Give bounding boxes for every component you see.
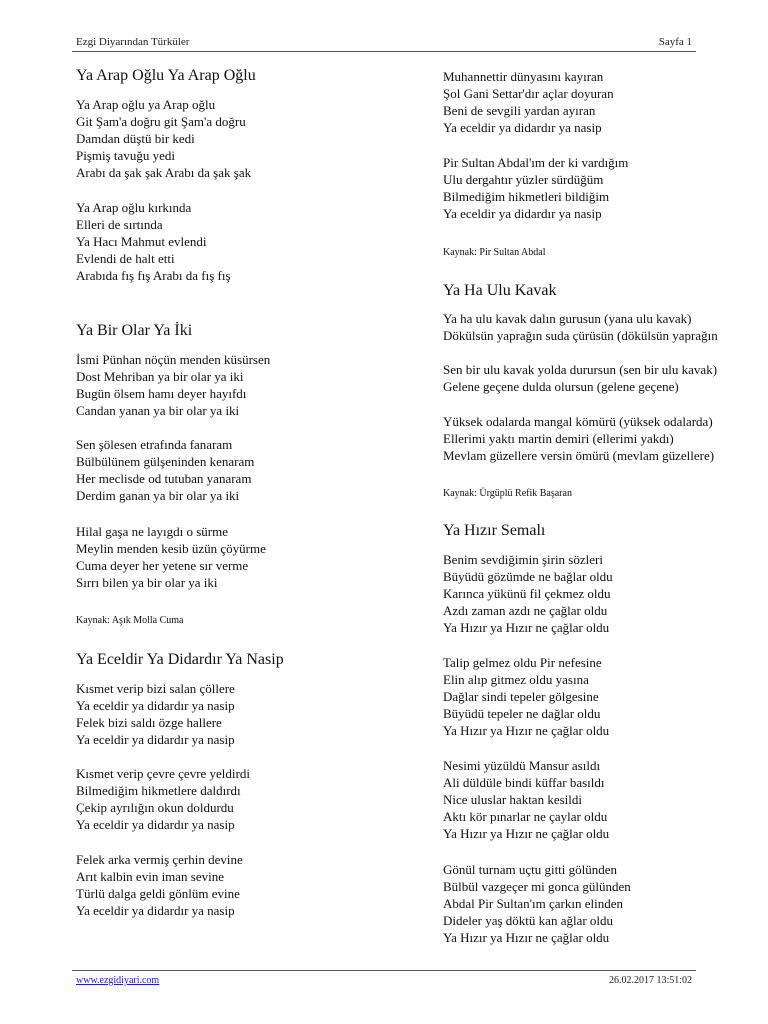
verse-line: Abdal Pir Sultan'ım çarkın elinden: [443, 896, 623, 912]
verse-line: Talip gelmez oldu Pir nefesine: [443, 655, 602, 670]
verse-line: Mevlam güzellere versin ömürü (mevlam güzellere): [443, 448, 715, 464]
verse-line: Bilmediğim hikmetleri bildiğim: [443, 189, 610, 205]
verse-line: Ya Hızır ya Hızır ne çağlar oldu: [443, 620, 610, 636]
verse-line: Cuma deyer her yetene sır verme: [76, 558, 249, 574]
stanza: [443, 413, 714, 464]
song-source: Kaynak: Pir Sultan Abdal: [443, 247, 546, 258]
verse-line: Azdı zaman azdı ne çağlar oldu: [443, 603, 608, 619]
verse-line: Şol Gani Settar'dır açlar doyuran: [443, 86, 614, 102]
verse-line: Ya eceldir ya didardır ya nasip: [76, 732, 235, 748]
document-header-title: Ezgi Diyarından Türküler: [76, 36, 190, 48]
verse-line: Ya Hacı Mahmut evlendi: [76, 234, 207, 250]
song-title: Ya Arap Oğlu Ya Arap Oğlu: [76, 67, 256, 84]
verse-line: Meylin menden kesib üzün çöyürme: [76, 541, 266, 557]
right-column: [443, 0, 768, 1024]
stanza: [443, 68, 614, 136]
verse-line: Sen şölesen etrafında fanaram: [76, 437, 233, 452]
verse-line: Bilmediğim hikmetlere daldırdı: [76, 783, 241, 799]
stanza: [76, 436, 254, 504]
print-timestamp: 26.02.2017 13:51:02: [608, 975, 692, 986]
verse-line: Damdan düştü bir kedi: [76, 131, 195, 147]
verse-line: Arabı da şak şak Arabı da şak şak: [76, 165, 252, 181]
verse-line: Ya eceldir ya didardır ya nasip: [76, 817, 235, 833]
stanza: [76, 96, 251, 181]
song-source: Kaynak: Ürgüplü Refik Başaran: [443, 488, 572, 499]
stanza: [443, 861, 631, 946]
verse-line: Çekip ayrılığın okun doldurdu: [76, 800, 234, 816]
verse-line: Benim sevdiğimin şirin sözleri: [443, 552, 603, 567]
verse-line: Karınca yükünü fil çekmez oldu: [443, 586, 611, 602]
verse-line: Sen bir ulu kavak yolda durursun (sen bir ulu kavak): [443, 362, 718, 377]
verse-line: Büyüdü gözümde ne bağlar oldu: [443, 569, 613, 585]
stanza: [443, 757, 609, 842]
verse-line: Her meclisde od tutuban yanaram: [76, 471, 252, 487]
verse-line: Büyüdü tepeler ne dağlar oldu: [443, 706, 601, 722]
song-title: Ya Hızır Semalı: [443, 522, 546, 539]
verse-line: Aktı kör pınarlar ne çaylar oldu: [443, 809, 608, 825]
verse-line: Ulu dergahtır yüzler sürdüğüm: [443, 172, 604, 188]
verse-line: Arabıda fış fış Arabı da fış fış: [76, 268, 231, 284]
verse-line: Pir Sultan Abdal'ım der ki vardığım: [443, 155, 629, 170]
verse-line: Kısmet verip çevre çevre yeldirdi: [76, 766, 250, 781]
verse-line: Yüksek odalarda mangal kömürü (yüksek odalarda): [443, 414, 713, 429]
footer-divider: [72, 970, 696, 971]
verse-line: Ya eceldir ya didardır ya nasip: [76, 903, 235, 919]
stanza: [443, 654, 609, 739]
page-number: Sayfa 1: [658, 36, 692, 48]
verse-line: Beni de sevgili yardan ayıran: [443, 103, 596, 119]
stanza: [443, 361, 717, 395]
verse-line: İsmi Pünhan nöçün menden küsürsen: [76, 352, 271, 367]
verse-line: Nesimi yüzüldü Mansur asıldı: [443, 758, 601, 773]
verse-line: Candan yanan ya bir olar ya iki: [76, 403, 240, 419]
verse-line: Dökülsün yaprağın suda çürüsün (dökülsün yaprağın: [443, 328, 718, 344]
verse-line: Ya eceldir ya didardır ya nasip: [443, 206, 602, 222]
stanza: [443, 551, 613, 636]
website-link[interactable]: www.ezgidiyari.com: [76, 975, 160, 986]
stanza: [76, 851, 243, 919]
verse-line: Türlü dalga geldi gönlüm evine: [76, 886, 240, 902]
verse-line: Sırrı bilen ya bir olar ya iki: [76, 575, 218, 591]
verse-line: Gönül turnam uçtu gitti gölünden: [443, 862, 618, 877]
verse-line: Nice uluslar haktan kesildi: [443, 792, 582, 808]
verse-line: Bülbül vazgeçer mi gonca gülünden: [443, 879, 631, 895]
verse-line: Dost Mehriban ya bir olar ya iki: [76, 369, 244, 385]
stanza: [443, 310, 718, 344]
verse-line: Elleri de sırtında: [76, 217, 163, 233]
verse-line: Ellerimi yaktı martin demiri (ellerimi yakdı): [443, 431, 674, 447]
verse-line: Derdim ganan ya bir olar ya iki: [76, 488, 240, 504]
verse-line: Evlendi de halt etti: [76, 251, 175, 267]
verse-line: Ya Hızır ya Hızır ne çağlar oldu: [443, 723, 610, 739]
verse-line: Dideler yaş döktü kan ağlar oldu: [443, 913, 614, 929]
verse-line: Ya eceldir ya didardır ya nasip: [76, 698, 235, 714]
verse-line: Git Şam'a doğru git Şam'a doğru: [76, 114, 246, 130]
song-source: Kaynak: Aşık Molla Cuma: [76, 615, 184, 626]
stanza: [76, 765, 250, 833]
stanza: [76, 199, 231, 284]
song-title: Ya Eceldir Ya Didardır Ya Nasip: [76, 651, 284, 668]
verse-line: Ya ha ulu kavak dalın gurusun (yana ulu kavak): [443, 311, 692, 326]
verse-line: Ya Arap oğlu ya Arap oğlu: [76, 97, 216, 112]
stanza: [443, 154, 628, 222]
verse-line: Muhannettir dünyasını kayıran: [443, 69, 604, 84]
verse-line: Kısmet verip bizi salan çöllere: [76, 681, 235, 696]
verse-line: Felek arka vermiş çerhin devine: [76, 852, 243, 867]
stanza: [76, 680, 235, 748]
verse-line: Dağlar sindi tepeler gölgesine: [443, 689, 599, 705]
verse-line: Felek bizi saldı özge hallere: [76, 715, 222, 731]
verse-line: Ali düldüle bindi küffar basıldı: [443, 775, 605, 791]
verse-line: Ya Hızır ya Hızır ne çağlar oldu: [443, 826, 610, 842]
stanza: [76, 523, 266, 591]
verse-line: Arıt kalbin evin iman sevine: [76, 869, 225, 885]
song-title: Ya Bir Olar Ya İki: [76, 322, 193, 339]
song-title: Ya Ha Ulu Kavak: [443, 282, 557, 299]
verse-line: Ya Hızır ya Hızır ne çağlar oldu: [443, 930, 610, 946]
verse-line: Ya Arap oğlu kırkında: [76, 200, 192, 215]
verse-line: Hilal gaşa ne layıgdı o sürme: [76, 524, 228, 539]
verse-line: Bugün ölsem hamı deyer hayıfdı: [76, 386, 247, 402]
verse-line: Ya eceldir ya didardır ya nasip: [443, 120, 602, 136]
verse-line: Bülbülünem gülşeninden kenaram: [76, 454, 255, 470]
verse-line: Gelene geçene dulda olursun (gelene geçene): [443, 379, 679, 395]
stanza: [76, 351, 270, 419]
verse-line: Elin alıp gitmez oldu yasına: [443, 672, 589, 688]
verse-line: Pişmiş tavuğu yedi: [76, 148, 175, 164]
